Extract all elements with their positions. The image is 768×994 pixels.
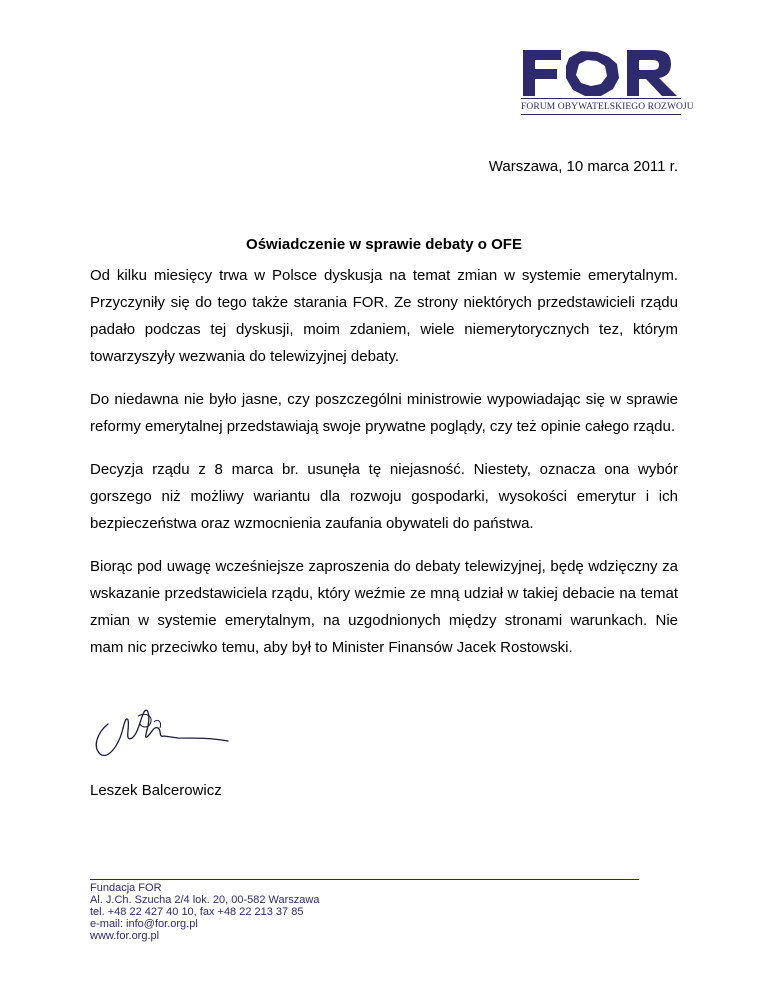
logo-bottom-rule xyxy=(521,114,681,115)
paragraph-1: Od kilku miesięcy trwa w Polsce dyskusja na temat zmian w systemie emerytalnym. Przyczyniły się do tego także starania FOR. Ze strony niektórych przedstawicieli rządu padało podczas tej dyskusji, moim zdaniem, wiele niemerytorycznych tez, którym towarzyszyły wezwania do telewizyjnej debaty. xyxy=(90,267,678,365)
letter-date: Warszawa, 10 marca 2011 r. xyxy=(488,158,678,175)
letter-body xyxy=(90,262,678,677)
footer-address: Al. J.Ch. Szucha 2/4 lok. 20, 00-582 Warszawa xyxy=(90,894,320,906)
paragraph-4: Biorąc pod uwagę wcześniejsze zaproszenia do debaty telewizyjnej, będę wdzięczny za wskazanie przedstawiciela rządu, który weźmie ze mną udział w takiej debacie na temat zmian w systemie emerytalnym, na uzgodnionych między stronami warunkach. Nie mam nic przeciwko temu, aby był to Minister Finansów Jacek Rostowski. xyxy=(90,558,678,656)
paragraph-3: Decyzja rządu z 8 marca br. usunęła tę niejasność. Niestety, oznacza ona wybór gorszego niż możliwy wariantu dla rozwoju gospodarki, wysokości emerytur i ich bezpieczeństwa oraz wzmocnienia zaufania obywateli do państwa. xyxy=(90,461,678,532)
footer-web: www.for.org.pl xyxy=(90,930,160,942)
for-logo xyxy=(521,48,694,120)
logo-subtitle: FORUM OBYWATELSKIEGO ROZWOJU xyxy=(521,102,694,112)
letter-title: Oświadczenie w sprawie debaty o OFE xyxy=(246,236,522,253)
footer-email: e-mail: info@for.org.pl xyxy=(90,918,198,930)
footer-org: Fundacja FOR xyxy=(90,882,162,894)
for-logo-mark xyxy=(521,48,681,98)
logo-top-rule xyxy=(521,98,681,99)
signer-name: Leszek Balcerowicz xyxy=(90,782,222,799)
footer-phone: tel. +48 22 427 40 10, fax +48 22 213 37 85 xyxy=(90,906,304,918)
footer xyxy=(90,882,319,942)
paragraph-2: Do niedawna nie było jasne, czy poszczególni ministrowie wypowiadając się w sprawie reformy emerytalnej przedstawiają swoje prywatne poglądy, czy też opinie całego rządu. xyxy=(90,391,678,435)
handwritten-signature xyxy=(88,702,238,764)
footer-rule xyxy=(90,879,639,880)
